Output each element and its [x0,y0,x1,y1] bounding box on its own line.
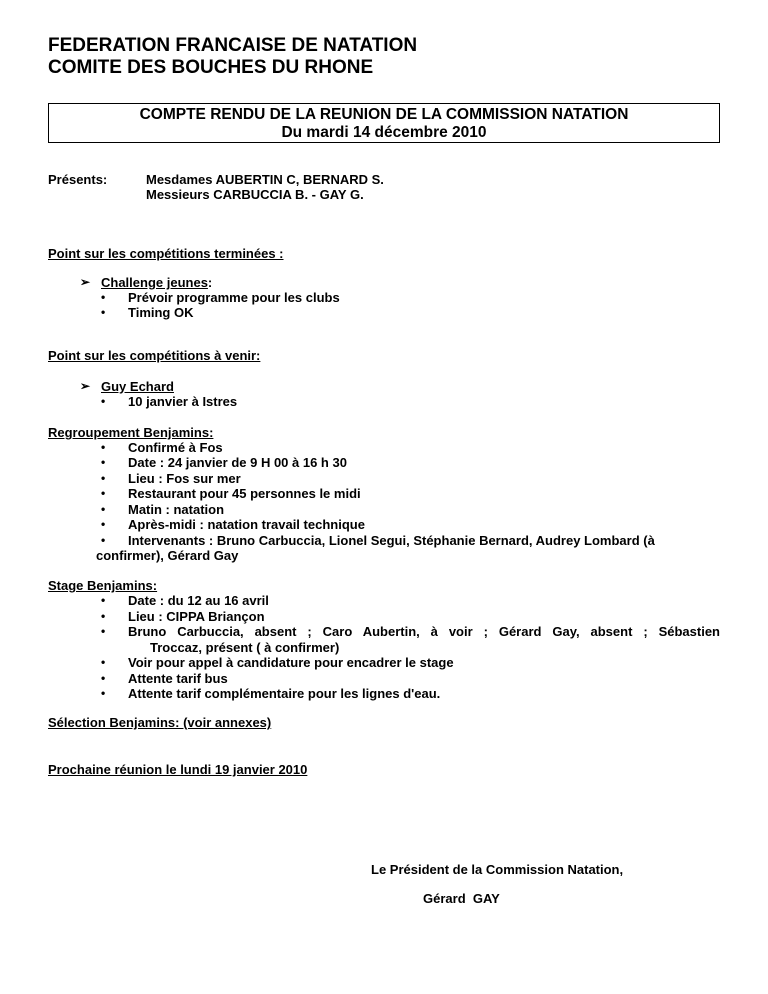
report-title: COMPTE RENDU DE LA REUNION DE LA COMMISSION NATATION [139,106,629,123]
list-item-continuation: Troccaz, présent ( à confirmer) [150,640,340,655]
list-item: • Attente tarif complémentaire pour les lignes d'eau. [128,686,440,701]
title-box [48,103,720,143]
list-item: • Bruno Carbuccia, absent ; Caro Aubertin, à voir ; Gérard Gay, absent ; Sébastien [128,624,720,639]
list-item: • Après-midi : natation travail technique [128,517,365,532]
finished-subtitle: Challenge jeunes [101,275,208,290]
finished-subtitle-colon: : [207,275,213,290]
list-item: • Lieu : Fos sur mer [128,471,241,486]
list-item: • 10 janvier à Istres [128,394,237,409]
list-item: • Lieu : CIPPA Briançon [128,609,265,624]
signature-name: Gérard GAY [423,891,500,906]
finished-heading: Point sur les compétitions terminées : [48,246,284,261]
list-item: • Attente tarif bus [128,671,228,686]
list-item: • Confirmé à Fos [128,440,223,455]
next-meeting: Prochaine réunion le lundi 19 janvier 2010 [48,762,308,777]
list-item: • Timing OK [128,305,193,320]
list-item-continuation: confirmer), Gérard Gay [96,548,239,563]
regroupement-heading: Regroupement Benjamins: [48,425,214,440]
selection-heading: Sélection Benjamins: (voir annexes) [48,715,272,730]
stage-heading: Stage Benjamins: [48,578,158,593]
list-item: • Date : 24 janvier de 9 H 00 à 16 h 30 [128,455,347,470]
list-item: • Prévoir programme pour les clubs [128,290,340,305]
upcoming-subtitle: ➢ Guy Echard [101,379,174,394]
org-subname: COMITE DES BOUCHES DU RHONE [48,57,374,78]
upcoming-heading: Point sur les compétitions à venir: [48,348,261,363]
list-item: • Date : du 12 au 16 avril [128,593,269,608]
presents-women: Mesdames AUBERTIN C, BERNARD S. [146,172,384,187]
signature-role: Le Président de la Commission Natation, [371,862,624,877]
list-item: • Intervenants : Bruno Carbuccia, Lionel Segui, Stéphanie Bernard, Audrey Lombard (à [128,533,655,548]
presents-label: Présents: [48,172,108,187]
list-item: • Matin : natation [128,502,224,517]
finished-subsection [101,275,212,290]
list-item: • Voir pour appel à candidature pour encadrer le stage [128,655,454,670]
presents-men: Messieurs CARBUCCIA B. - GAY G. [146,187,364,202]
org-name: FEDERATION FRANCAISE DE NATATION [48,35,418,56]
report-date: Du mardi 14 décembre 2010 [281,124,487,141]
list-item: • Restaurant pour 45 personnes le midi [128,486,361,501]
